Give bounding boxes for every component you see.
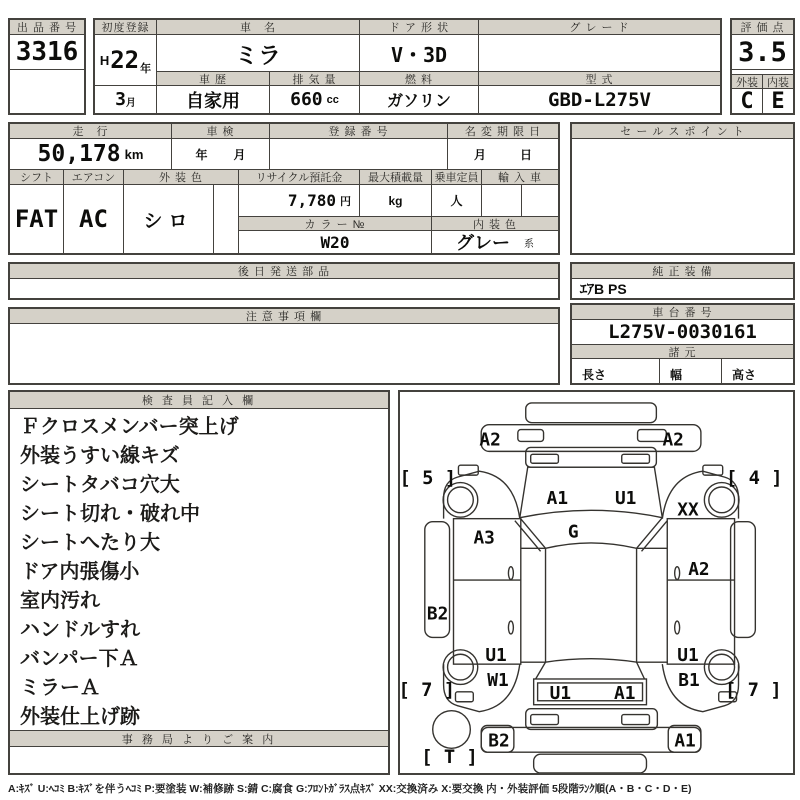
inspector-box xyxy=(8,390,390,775)
first-reg-label: 初度登録 xyxy=(95,20,157,35)
aircon-value: AC xyxy=(64,185,124,253)
vehicle-head-box xyxy=(93,18,722,115)
chassis-no-value: L275V-0030161 xyxy=(572,320,793,345)
score-value: 3.5 xyxy=(732,35,793,70)
inspector-item: バンパー下Ａ xyxy=(20,648,139,670)
recycle-unit: 円 xyxy=(340,195,351,208)
damage-code: A1 xyxy=(674,730,696,752)
history-label: 車 歴 xyxy=(157,72,270,86)
oem-equipment-value: ｴｱB PS xyxy=(580,280,627,297)
door-handle-left-rear xyxy=(508,621,513,634)
import-cell-right xyxy=(522,185,558,217)
first-reg-value xyxy=(95,35,157,86)
damage-codes xyxy=(400,429,783,768)
inspector-item: シート切れ・破れ中 xyxy=(20,503,200,525)
name-change-value xyxy=(448,139,558,170)
office-note-label: 事 務 局 よ り ご 案 内 xyxy=(10,730,388,747)
chassis-no-label: 車 台 番 号 xyxy=(572,305,793,320)
import-label: 輸 入 車 xyxy=(482,170,558,185)
shift-value: FAT xyxy=(10,185,64,253)
damage-code: G xyxy=(567,521,579,543)
inspector-item: Ｆクロスメンバー突上げ xyxy=(20,416,239,438)
displacement-unit: cc xyxy=(326,93,339,106)
inspector-label: 検 査 員 記 入 欄 xyxy=(10,392,388,409)
first-reg-month xyxy=(95,86,157,113)
damage-code: U1 xyxy=(677,645,699,667)
car-damage-diagram xyxy=(400,392,793,773)
oem-equipment-label: 純 正 装 備 xyxy=(572,264,793,279)
interior-color-label: 内 装 色 xyxy=(432,217,558,231)
wheel-front-right-rim xyxy=(709,487,735,513)
panel-connectors xyxy=(521,548,667,662)
later-parts-label: 後 日 発 送 部 品 xyxy=(10,264,558,279)
door-handle-left-front xyxy=(508,567,513,580)
recycle-num: 7,780 xyxy=(287,191,336,210)
first-reg-month-num: 3 xyxy=(115,89,126,110)
displacement-value xyxy=(270,86,360,113)
corner-ref: [ 7 ] xyxy=(400,679,456,701)
color-no-label: カ ラ ー № xyxy=(239,217,432,231)
damage-code: A1 xyxy=(613,682,636,704)
car-name-label: 車 名 xyxy=(157,20,360,35)
grade-value xyxy=(479,35,720,72)
headlight-left xyxy=(518,430,544,442)
damage-code: B1 xyxy=(678,669,700,691)
inspector-item: 外装うすい線キズ xyxy=(20,445,180,467)
legend-text: A:ｷｽﾞ U:ﾍｺﾐ B:ｷｽﾞを伴うﾍｺﾐ P:要塗装 W:補修跡 S:錆 C:腐食 G:ﾌﾛﾝﾄｶﾞﾗｽ点ｷｽﾞ XX:交換済み X:要交換 内・外装評価 5段階ﾗﾝｸ順(A・B・C・D・E) xyxy=(8,783,692,795)
rear-window-flare xyxy=(536,662,645,679)
sales-point-value xyxy=(572,139,793,253)
oem-equipment-box xyxy=(570,262,795,300)
damage-code: A2 xyxy=(479,429,501,451)
damage-code: U1 xyxy=(614,487,637,509)
damage-code: A2 xyxy=(688,559,710,581)
door-shape-label: ド ア 形 状 xyxy=(360,20,479,35)
hood-vent-left xyxy=(531,454,559,463)
front-top-strip xyxy=(526,403,657,423)
shift-label: シフト xyxy=(10,170,64,185)
exterior-grade-value: C xyxy=(732,89,763,113)
damage-code: B2 xyxy=(426,603,449,625)
mileage-unit: km xyxy=(124,146,144,162)
listing-no-empty xyxy=(10,70,84,113)
aircon-label: エアコン xyxy=(64,170,124,185)
door-handle-right-rear xyxy=(675,621,680,634)
damage-code: XX xyxy=(677,499,699,521)
windshield-bottom xyxy=(546,543,637,548)
notes-box xyxy=(8,307,560,385)
hood-front-strip xyxy=(526,447,657,467)
capacity-value: 人 xyxy=(432,185,482,217)
inspector-item: 外装仕上げ跡 xyxy=(20,706,140,728)
max-load-label: 最大積載量 xyxy=(360,170,432,185)
history-value: 自家用 xyxy=(157,86,270,113)
exterior-color-sub-empty xyxy=(214,185,239,253)
first-reg-year-unit: 年 xyxy=(140,63,152,75)
mileage-band-box xyxy=(8,122,560,255)
spare-tire xyxy=(433,711,471,749)
displacement-num: 660 xyxy=(290,89,323,110)
listing-no-label: 出 品 番 号 xyxy=(10,20,84,35)
exterior-color-label: 外 装 色 xyxy=(124,170,239,185)
taillight-left xyxy=(531,715,559,725)
notes-label: 注 意 事 項 欄 xyxy=(10,309,558,324)
wheel-rear-right-rim xyxy=(709,654,735,680)
rear-tab-left xyxy=(455,692,473,702)
exterior-color-value: シロ xyxy=(124,185,214,253)
specs-width-label: 幅 xyxy=(660,359,722,383)
chassis-box xyxy=(570,303,795,385)
first-reg-month-unit: 月 xyxy=(125,98,136,109)
hood-panel xyxy=(520,467,663,517)
damage-code: A3 xyxy=(473,527,495,549)
interior-grade-value: E xyxy=(771,89,785,113)
sales-point-box xyxy=(570,122,795,255)
taillight-right xyxy=(622,715,650,725)
listing-no-box xyxy=(8,18,86,115)
corner-ref: [ 5 ] xyxy=(400,468,457,490)
name-change-month-unit: 月 xyxy=(473,147,486,162)
hood-vent-right xyxy=(622,454,650,463)
rear-face xyxy=(526,709,658,730)
mileage-label: 走 行 xyxy=(10,124,172,139)
rear-bottom-strip xyxy=(534,754,647,773)
model-code-value: GBD-L275V xyxy=(548,88,651,111)
damage-code: W1 xyxy=(487,669,509,691)
damage-code: U1 xyxy=(485,645,507,667)
specs-length-label: 長さ xyxy=(572,359,660,383)
max-load-value: kg xyxy=(360,185,432,217)
specs-height-label: 高さ xyxy=(732,367,757,382)
side-panel-right xyxy=(667,519,734,667)
later-parts-box xyxy=(8,262,560,300)
corner-ref: [ 7 ] xyxy=(725,679,782,701)
first-reg-year: 22 xyxy=(110,46,140,74)
mileage-value xyxy=(10,139,172,170)
inspection-label: 車 検 xyxy=(172,124,270,139)
notes-value xyxy=(10,324,558,383)
color-no-value: W20 xyxy=(239,231,432,253)
listing-no-value: 3316 xyxy=(10,35,84,70)
specs-label: 諸 元 xyxy=(572,345,793,359)
interior-color-suffix: 系 xyxy=(524,238,534,250)
recycle-value xyxy=(239,185,360,217)
damage-code: A2 xyxy=(662,429,684,451)
office-note-value xyxy=(10,747,388,773)
grade-label: グ レ ー ド xyxy=(479,20,720,35)
name-change-label: 名 変 期 限 日 xyxy=(448,124,558,139)
inspection-value xyxy=(172,139,270,170)
door-shape-value: V・3D xyxy=(360,35,479,72)
roof-panel xyxy=(546,548,637,662)
inspector-item: ハンドルすれ xyxy=(20,619,140,641)
model-code-label: 型 式 xyxy=(479,72,720,86)
car-outline xyxy=(425,403,756,773)
displacement-label: 排 気 量 xyxy=(270,72,360,86)
import-cell-left xyxy=(482,185,522,217)
inspector-item: シートへたり大 xyxy=(20,532,160,554)
registration-no-value xyxy=(270,139,448,170)
inspection-month-unit: 月 xyxy=(233,147,246,162)
inspector-item: ミラーＡ xyxy=(20,677,100,699)
a-pillars xyxy=(515,518,667,552)
door-handle-right-front xyxy=(675,567,680,580)
later-parts-value xyxy=(10,279,558,298)
damage-code: A1 xyxy=(546,487,569,509)
corner-ref: [ T ] xyxy=(421,747,478,769)
interior-grade-label: 内装 xyxy=(763,74,793,89)
inspection-year-unit: 年 xyxy=(195,147,208,162)
recycle-label: リサイクル預託金 xyxy=(239,170,360,185)
exterior-grade-label: 外装 xyxy=(732,74,763,89)
damage-code: U1 xyxy=(549,682,572,704)
mileage-num: 50,178 xyxy=(37,141,121,167)
capacity-label: 乗車定員 xyxy=(432,170,482,185)
registration-no-label: 登 録 番 号 xyxy=(270,124,448,139)
interior-color-value xyxy=(432,231,558,253)
score-box xyxy=(730,18,795,115)
inspector-item: ドア内張傷小 xyxy=(20,561,140,583)
first-reg-era: H xyxy=(99,52,110,68)
sales-point-label: セ ー ル ス ポ イ ン ト xyxy=(572,124,793,139)
inspector-item: シートタバコ穴大 xyxy=(20,474,180,496)
damage-diagram-box xyxy=(398,390,795,775)
inspector-item: 室内汚れ xyxy=(20,590,100,612)
inspector-list xyxy=(20,413,384,732)
corner-ref: [ 4 ] xyxy=(726,468,783,490)
score-label: 評 価 点 xyxy=(732,20,793,35)
interior-color-name: グレー xyxy=(456,233,510,253)
name-change-day-unit: 日 xyxy=(520,147,533,162)
wheel-front-left-rim xyxy=(448,487,474,513)
car-name-value: ミラ xyxy=(157,35,360,72)
wheel-rear-left-rim xyxy=(448,654,474,680)
fuel-value: ガソリン xyxy=(360,86,479,113)
damage-code: B2 xyxy=(488,730,510,752)
fuel-label: 燃 料 xyxy=(360,72,479,86)
